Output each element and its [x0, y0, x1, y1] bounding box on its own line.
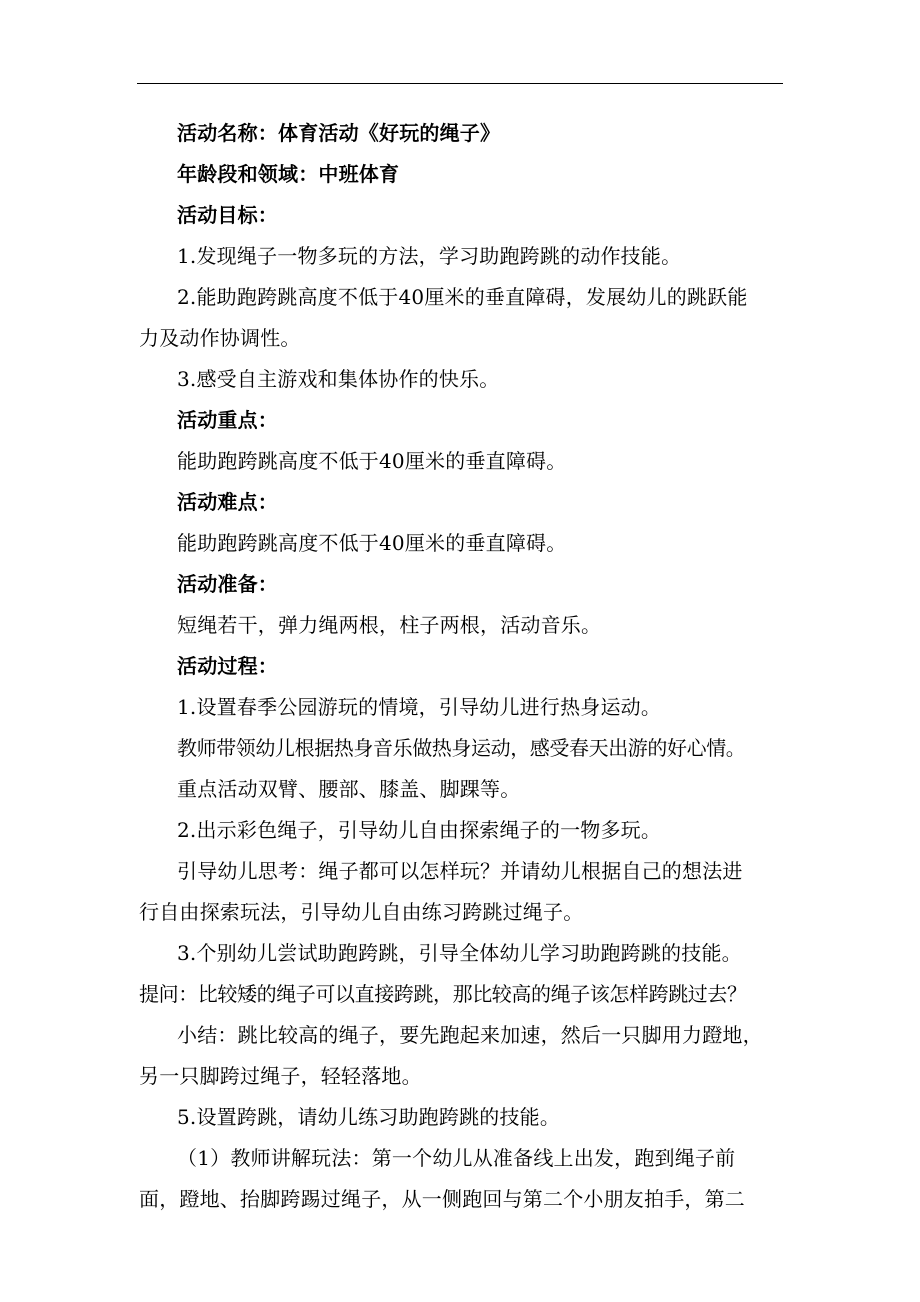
process-step-2-detail-line-2: 行自由探索玩法，引导幼儿自由练习跨跳过绳子。 [139, 900, 584, 924]
section-heading-process: 活动过程： [177, 654, 278, 678]
difficulty-text: 能助跑跨跳高度不低于40厘米的垂直障碍。 [177, 531, 567, 555]
process-step-3-question: 提问：比较矮的绳子可以直接跨跳，那比较高的绳子该怎样跨跳过去？ [139, 982, 747, 1006]
activity-name: 活动名称：体育活动《好玩的绳子》 [177, 121, 501, 145]
document-body [139, 113, 785, 1220]
goal-1: 1.发现绳子一物多玩的方法，学习助跑跨跳的动作技能。 [177, 244, 682, 268]
goal-2-line-2: 力及动作协调性。 [139, 326, 301, 350]
section-heading-preparation: 活动准备： [177, 572, 278, 596]
section-heading-goals: 活动目标： [177, 203, 278, 227]
age-and-domain: 年龄段和领域：中班体育 [177, 162, 400, 186]
header-rule [137, 83, 783, 84]
process-step-5-rule-line-2: 面，蹬地、抬脚跨踢过绳子，从一侧跑回与第二个小朋友拍手，第二 [139, 1187, 745, 1211]
process-step-1-focus: 重点活动双臂、腰部、膝盖、脚踝等。 [177, 777, 521, 801]
process-step-2: 2.出示彩色绳子，引导幼儿自由探索绳子的一物多玩。 [177, 818, 662, 842]
goal-3: 3.感受自主游戏和集体协作的快乐。 [177, 367, 500, 391]
process-step-5: 5.设置跨跳，请幼儿练习助跑跨跳的技能。 [177, 1105, 561, 1129]
process-step-3-summary-line-1: 小结：跳比较高的绳子，要先跑起来加速，然后一只脚用力蹬地， [177, 1023, 763, 1047]
process-step-2-detail-line-1: 引导幼儿思考：绳子都可以怎样玩？并请幼儿根据自己的想法进 [177, 859, 743, 883]
section-heading-key-point: 活动重点： [177, 408, 278, 432]
key-point-text: 能助跑跨跳高度不低于40厘米的垂直障碍。 [177, 449, 567, 473]
section-heading-difficulty: 活动难点： [177, 490, 278, 514]
process-step-1-detail: 教师带领幼儿根据热身音乐做热身运动，感受春天出游的好心情。 [177, 736, 746, 760]
goal-2-line-1: 2.能助跑跨跳高度不低于40厘米的垂直障碍，发展幼儿的跳跃能 [177, 285, 748, 309]
process-step-3: 3.个别幼儿尝试助跑跨跳，引导全体幼儿学习助跑跨跳的技能。 [177, 941, 742, 965]
process-step-3-summary-line-2: 另一只脚跨过绳子，轻轻落地。 [139, 1064, 422, 1088]
preparation-text: 短绳若干，弹力绳两根，柱子两根，活动音乐。 [177, 613, 602, 637]
process-step-5-rule-line-1: （1）教师讲解玩法：第一个幼儿从准备线上出发，跑到绳子前 [177, 1146, 736, 1170]
process-step-1: 1.设置春季公园游玩的情境，引导幼儿进行热身运动。 [177, 695, 662, 719]
